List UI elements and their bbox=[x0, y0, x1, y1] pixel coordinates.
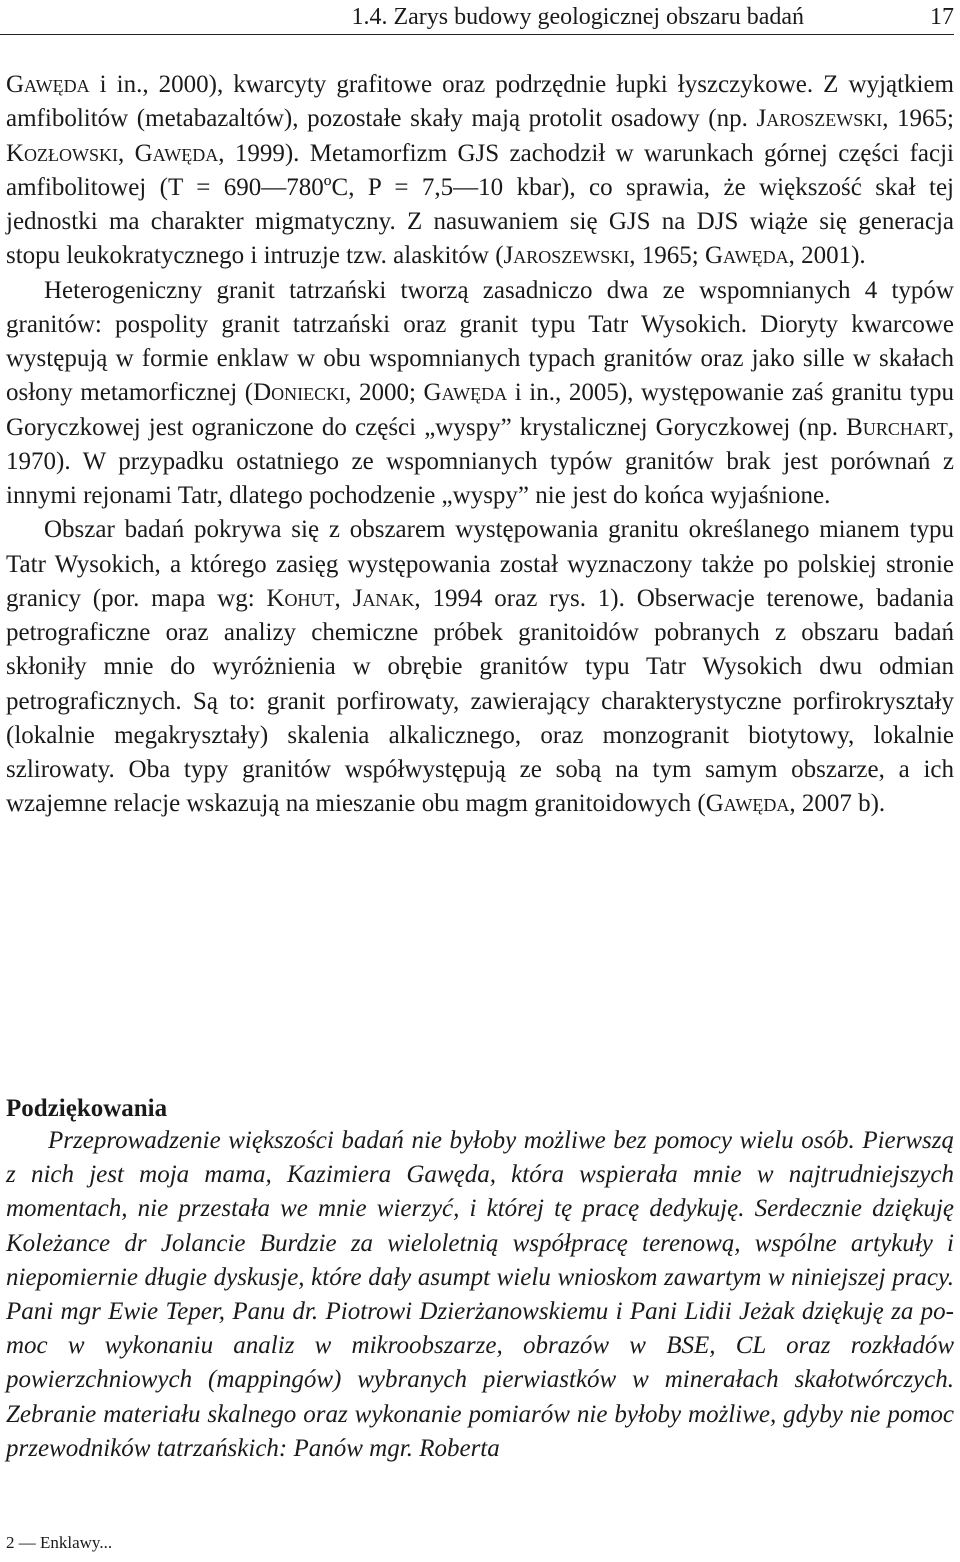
running-header-title: 1.4. Zarys budowy geologicznej obszaru badań bbox=[351, 4, 804, 30]
body-text bbox=[6, 68, 954, 822]
text-run: , bbox=[118, 139, 135, 167]
author-name: Gawęda bbox=[704, 242, 789, 270]
author-name: Janak bbox=[352, 584, 415, 612]
acknowledgements-text: Przeprowadzenie większości badań nie byłoby możliwe bez pomocy wielu osób. Pierwszą z nich jest moja mama, Kazimiera Gawęda, która wspierała mnie w najtrudniejszych momentach, nie przestała we mnie wierzyć, i której tę pracę dedykuję. Serdecznie dziękuję Koleżance dr Jolancie Burdzie za wieloletnią współpracę terenową, wspólne artykuły i niepomiernie długie dyskusje, które dały asumpt wielu wnioskom zawartym w niniejszej pracy. Pani mgr Ewie Teper, Panu dr. Piotrowi Dzierżanowskiemu i Pani Lidii Jeżak dziękuję za pomoc w wykonaniu analiz w mikroobszarze, obrazów w BSE, CL oraz rozkładów powierzchniowych (mappingów) wybranych pierwiastków w minerałach skałotwórczych. Zebranie materiału skalnego oraz wykonanie pomiarów nie byłoby możliwe, gdyby nie pomoc przewodników tatrzańskich: Panów mgr. Roberta bbox=[6, 1127, 954, 1462]
author-name: Gawęda bbox=[6, 71, 90, 98]
author-name: Gawęda bbox=[705, 790, 790, 818]
author-name: Kohut bbox=[266, 584, 335, 612]
author-name: Kozłowski bbox=[6, 139, 119, 167]
author-name: Gawęda bbox=[134, 139, 219, 167]
author-name: Burchart bbox=[846, 413, 948, 441]
text-run: , 1999). Metamorfizm GJS zachodził w warunkach górnej części facji amfibolitowej (T = 690—780ºC, P = 7,5—10 kbar), co sprawia, że większość skał tej jednostki ma charakter migmatyczny. Z nasuwaniem się GJS na DJS wiąże się generacja stopu leukokratycznego i intruzje tzw. alaskitów ( bbox=[6, 139, 954, 270]
text-run: , 1970). W przypadku ostatniego ze wspomnianych typów granitów brak jest porównań z innymi rejonami Tatr, dlatego pochodzenie „wyspy” nie jest do końca wyjaśnione. bbox=[6, 413, 954, 509]
author-name: Doniecki bbox=[253, 379, 346, 407]
text-run: , 2001). bbox=[788, 242, 866, 270]
text-run: i in., 2000), kwarcyty grafitowe oraz podrzędnie łupki łyszczykowe. Z wyjątkiem amfibolitów (metabazaltów), pozostałe skały mają protolit osadowy (np. bbox=[6, 71, 954, 133]
paragraph-2 bbox=[6, 274, 954, 514]
text-run: , 2007 b). bbox=[789, 790, 886, 818]
text-run: , 1965; bbox=[629, 242, 705, 270]
text-run: Heterogeniczny granit tatrzański tworzą zasadniczo dwa ze wspomnianych 4 typów granitów: pospolity granit tatrzański oraz granit typu Tatr Wysokich. Dioryty kwarcowe występują w formie enklaw w obu wspomnianych typach granitów oraz jako sille w skałach osłony metamorficznej ( bbox=[6, 276, 954, 407]
text-run: , 1994 oraz rys. 1). Obserwacje terenowe, badania petrograficzne oraz analizy chemiczne próbek granitoidów pobranych z obszaru badań skłoniły mnie do wyróżnienia w obrębie granitów typu Tatr Wysokich dwu odmian petrograficznych. Są to: granit porfirowaty, zawierający charakterystyczne porfirokryształy (lokalnie megakryształy) skalenia alkalicznego, oraz monzogranit biotytowy, lokalnie szlirowaty. Oba typy granitów współwystępują ze sobą na tym samym obszarze, a ich wzajemne relacje wskazują na mieszanie obu magm granitoidowych ( bbox=[6, 584, 955, 818]
page-number: 17 bbox=[930, 4, 954, 30]
text-run: Obszar badań pokrywa się z obszarem występowania granitu określanego mianem typu Tatr Wysokich, a którego zasięg występowania został wyznaczony także po polskiej stronie granicy (por. mapa wg: bbox=[6, 516, 954, 612]
acknowledgements-heading: Podziękowania bbox=[6, 1095, 168, 1122]
text-run: , 2000; bbox=[345, 379, 424, 407]
sheet-signature: 2 — Enklawy... bbox=[6, 1533, 113, 1552]
paragraph-3 bbox=[6, 513, 954, 821]
author-name: Gawęda bbox=[423, 379, 508, 407]
running-header bbox=[0, 2, 954, 35]
text-run: i in., 2005), występowanie zaś granitu typu Goryczkowej jest ograniczone do części „wyspy” krystalicznej Goryczkowej (np. bbox=[6, 379, 954, 441]
text-run: , bbox=[334, 584, 353, 612]
author-name: Jaroszewski bbox=[756, 105, 883, 133]
author-name: Jaroszewski bbox=[503, 242, 630, 270]
text-run: , 1965; bbox=[882, 105, 954, 133]
paragraph-1 bbox=[6, 68, 954, 274]
